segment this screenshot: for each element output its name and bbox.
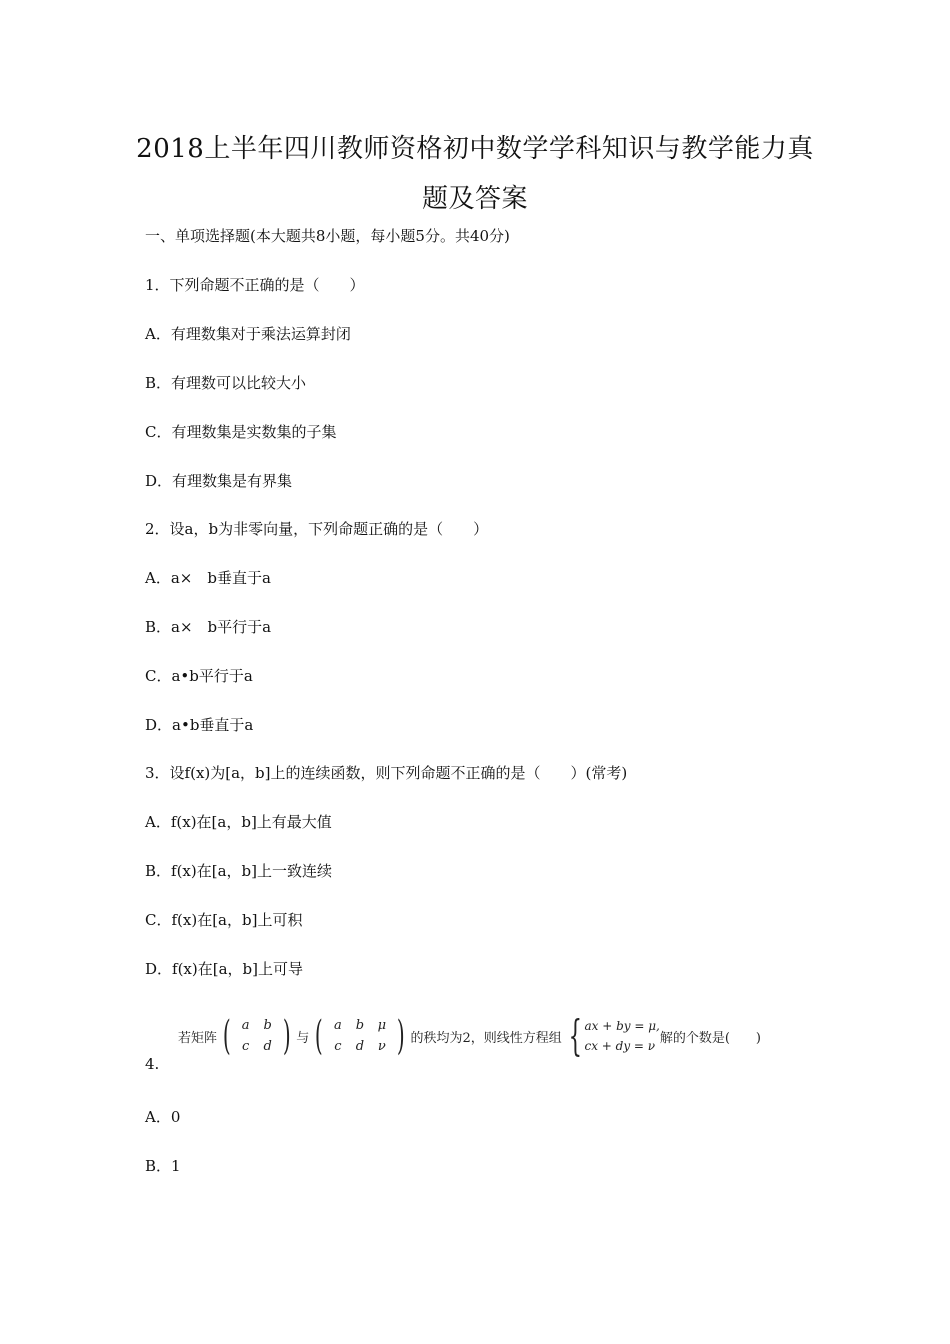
augmented-matrix: ( a b μ c d ν ) <box>315 1013 405 1059</box>
matrix-2x2: ( a b c d ) <box>222 1013 291 1059</box>
question-1-option-c: C．有理数集是实数集的子集 <box>145 423 337 441</box>
question-3-stem: 3．设f(x)为[a，b]上的连续函数，则下列命题不正确的是（ ）(常考) <box>145 764 628 782</box>
question-3-option-b: B．f(x)在[a，b]上一致连续 <box>145 862 332 880</box>
question-2-option-b: B．a× b平行于a <box>145 618 272 636</box>
matrix-entry: μ <box>377 1018 387 1033</box>
question-1-option-b: B．有理数可以比较大小 <box>145 374 307 392</box>
matrix-entry: d <box>355 1039 365 1054</box>
question-1-option-d: D．有理数集是有界集 <box>145 472 293 490</box>
matrix-entry: b <box>263 1018 272 1033</box>
document-title-line-1: 2018上半年四川教师资格初中数学学科知识与教学能力真 <box>136 134 814 164</box>
formula-text: 的秩均为2，则线性方程组 <box>410 1030 562 1046</box>
system-brace: { <box>568 1011 582 1060</box>
question-4-option-b: B．1 <box>145 1157 181 1175</box>
equation-1: ax + by = μ, <box>584 1019 660 1033</box>
matrix-entry: b <box>355 1018 365 1033</box>
question-4-formula-image <box>178 1011 762 1060</box>
formula-prefix: 若矩阵 <box>178 1030 218 1046</box>
matrix-entry: c <box>241 1039 250 1054</box>
question-2-option-d: D．a•b垂直于a <box>145 716 254 734</box>
section-heading: 一、单项选择题(本大题共8小题，每小题5分。共40分) <box>145 227 510 245</box>
question-2-option-a: A．a× b垂直于a <box>145 569 271 587</box>
question-4-number: 4. <box>145 1055 160 1073</box>
matrix-entry: a <box>241 1018 250 1033</box>
question-2-option-c: C．a•b平行于a <box>145 667 253 685</box>
matrix-entry: c <box>334 1039 342 1054</box>
formula-suffix: 解的个数是( ) <box>659 1030 762 1046</box>
question-3-option-c: C．f(x)在[a，b]上可积 <box>145 911 303 929</box>
equation-2: cx + dy = ν <box>584 1039 656 1053</box>
question-3-option-a: A．f(x)在[a，b]上有最大值 <box>145 813 332 831</box>
equation-system <box>584 1019 659 1053</box>
document-title-line-2: 题及答案 <box>421 184 528 214</box>
matrix-entry: ν <box>377 1039 386 1054</box>
question-4-option-a: A．0 <box>145 1108 181 1126</box>
formula-connector: 与 <box>296 1030 310 1046</box>
question-3-option-d: D．f(x)在[a，b]上可导 <box>145 960 303 978</box>
question-2-stem: 2．设a，b为非零向量，下列命题正确的是（ ） <box>145 520 489 538</box>
question-1-stem: 1．下列命题不正确的是（ ） <box>145 276 365 294</box>
matrix-entry: d <box>263 1039 272 1054</box>
matrix-entry: a <box>333 1018 342 1033</box>
question-1-option-a: A．有理数集对于乘法运算封闭 <box>145 325 351 343</box>
